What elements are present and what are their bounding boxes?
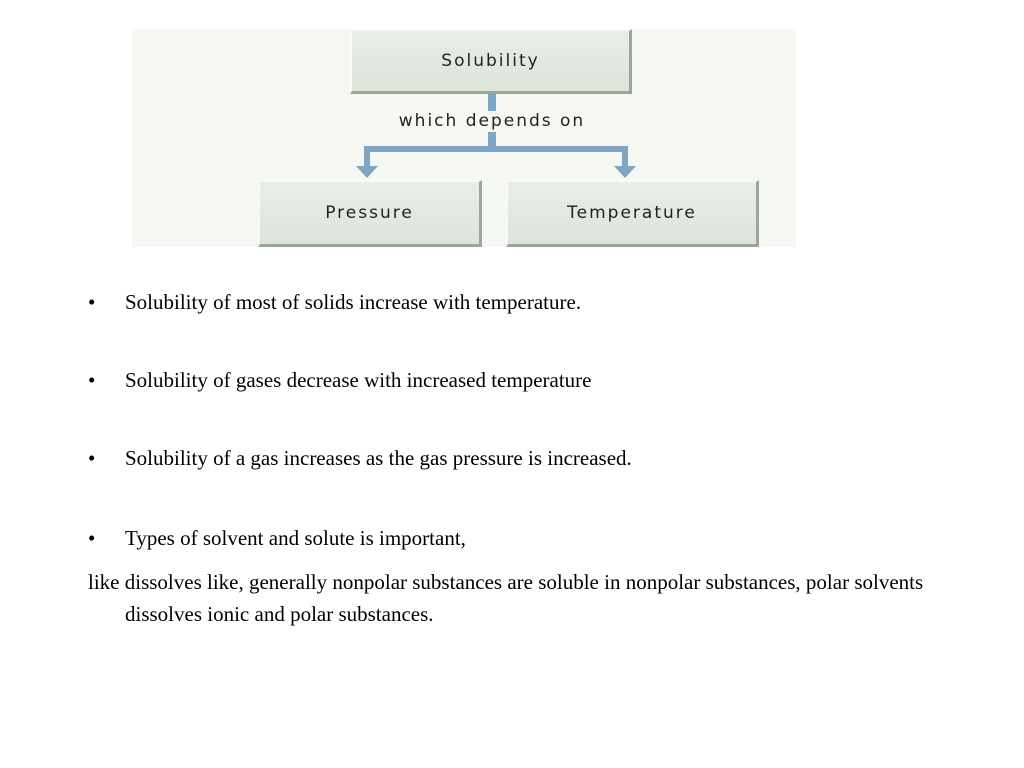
- bullet-marker: •: [88, 368, 96, 392]
- bullet-marker: •: [88, 526, 96, 550]
- arrow-down-icon: [356, 166, 378, 178]
- connector-stem-top: [488, 94, 496, 112]
- connector-label: which depends on: [332, 111, 652, 131]
- bullet-item: [88, 523, 466, 555]
- connector-drop-right: [622, 146, 628, 166]
- temperature-box: Temperature: [506, 180, 759, 247]
- bullet-marker: •: [88, 446, 96, 470]
- connector-drop-left: [364, 146, 370, 166]
- bullet-item: [88, 287, 581, 319]
- pressure-box: Pressure: [258, 180, 482, 247]
- arrow-down-icon: [614, 166, 636, 178]
- solubility-box: Solubility: [350, 29, 632, 94]
- solubility-diagram: [132, 29, 796, 247]
- bullet-text: Types of solvent and solute is important,: [125, 526, 466, 550]
- continuation-text: like dissolves like, generally nonpolar substances are soluble in nonpolar substances, polar solvents dissolves ionic and polar substances.: [88, 570, 924, 626]
- bullet-marker: •: [88, 290, 96, 314]
- bullet-text: Solubility of most of solids increase with temperature.: [125, 290, 582, 314]
- bullet-item: [88, 443, 632, 475]
- bullet-item: [88, 365, 592, 397]
- bullet-text: Solubility of gases decrease with increased temperature: [125, 368, 592, 392]
- bullet-text: Solubility of a gas increases as the gas pressure is increased.: [125, 446, 632, 470]
- connector-horizontal: [364, 146, 628, 152]
